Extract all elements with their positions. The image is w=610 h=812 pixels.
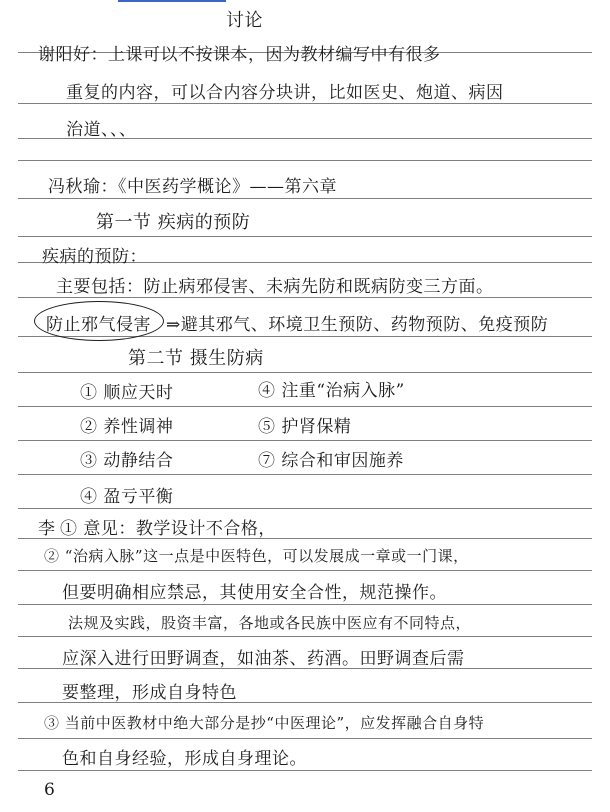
ruled-line [18, 372, 592, 373]
note-line: 谢阳好：上课可以不按课本，因为教材编写中有很多 [38, 45, 441, 65]
page-heading: 讨论 [226, 10, 263, 31]
ruled-line [18, 474, 592, 475]
note-line: ① 意见：教学设计不合格， [60, 519, 276, 539]
list-item: ⑦ 综合和审因施养 [258, 451, 404, 471]
note-line: 应深入进行田野调查，如油茶、药酒。田野调查后需 [62, 649, 465, 669]
ruled-line [18, 198, 592, 199]
ruled-line [18, 508, 592, 509]
list-item: ④ 盈亏平衡 [80, 487, 174, 507]
ruled-line [18, 570, 592, 571]
list-item: ② 养性调神 [80, 417, 174, 437]
ruled-line [18, 738, 592, 739]
note-line: 主要包括：防止病邪侵害、未病先防和既病防变三方面。 [56, 277, 494, 297]
ruled-line [18, 103, 592, 104]
circled-phrase: 防止邪气侵害 [46, 315, 151, 335]
note-line: 李 [38, 519, 56, 539]
note-line: 重复的内容，可以合内容分块讲，比如医史、炮道、病因 [66, 83, 504, 103]
ruled-line [18, 297, 592, 298]
ruled-line [18, 440, 592, 441]
ruled-line [18, 636, 592, 637]
ruled-line [18, 406, 592, 407]
list-item: ④ 注重“治病入脉” [258, 381, 405, 401]
top-edge-mark [118, 0, 226, 2]
ruled-line [18, 236, 592, 237]
note-line: 法规及实践，股资丰富，各地或各民族中医应有不同特点， [68, 614, 472, 632]
ruled-line [18, 604, 592, 605]
note-line: 色和自身经验，形成自身理论。 [62, 749, 307, 769]
note-line: ② “治病入脉”这一点是中医特色，可以发展成一章或一门课， [44, 547, 469, 565]
section-title: 第二节 摄生防病 [128, 348, 264, 369]
list-item: ③ 动静结合 [80, 451, 174, 471]
note-line: ③ 当前中医教材中绝大部分是抄“中医理论”，应发挥融合自身特 [44, 714, 485, 732]
note-line: 治道、、、 [66, 120, 137, 140]
list-item: ① 顺应天时 [80, 383, 174, 403]
note-line: ⇒避其邪气、环境卫生预防、药物预防、免疫预防 [166, 315, 549, 335]
page-number: 6 [44, 780, 56, 800]
note-line: 冯秋瑜：《中医药学概论》——第六章 [48, 177, 337, 197]
ruled-line [18, 160, 592, 161]
note-line: 疾病的预防： [42, 247, 147, 267]
section-title: 第一节 疾病的预防 [96, 212, 251, 233]
list-item: ⑤ 护肾保精 [258, 417, 352, 437]
ruled-line [18, 770, 592, 771]
note-line: 但要明确相应禁忌，其使用安全合性，规范操作。 [62, 583, 447, 603]
note-line: 要整理，形成自身特色 [62, 683, 237, 703]
